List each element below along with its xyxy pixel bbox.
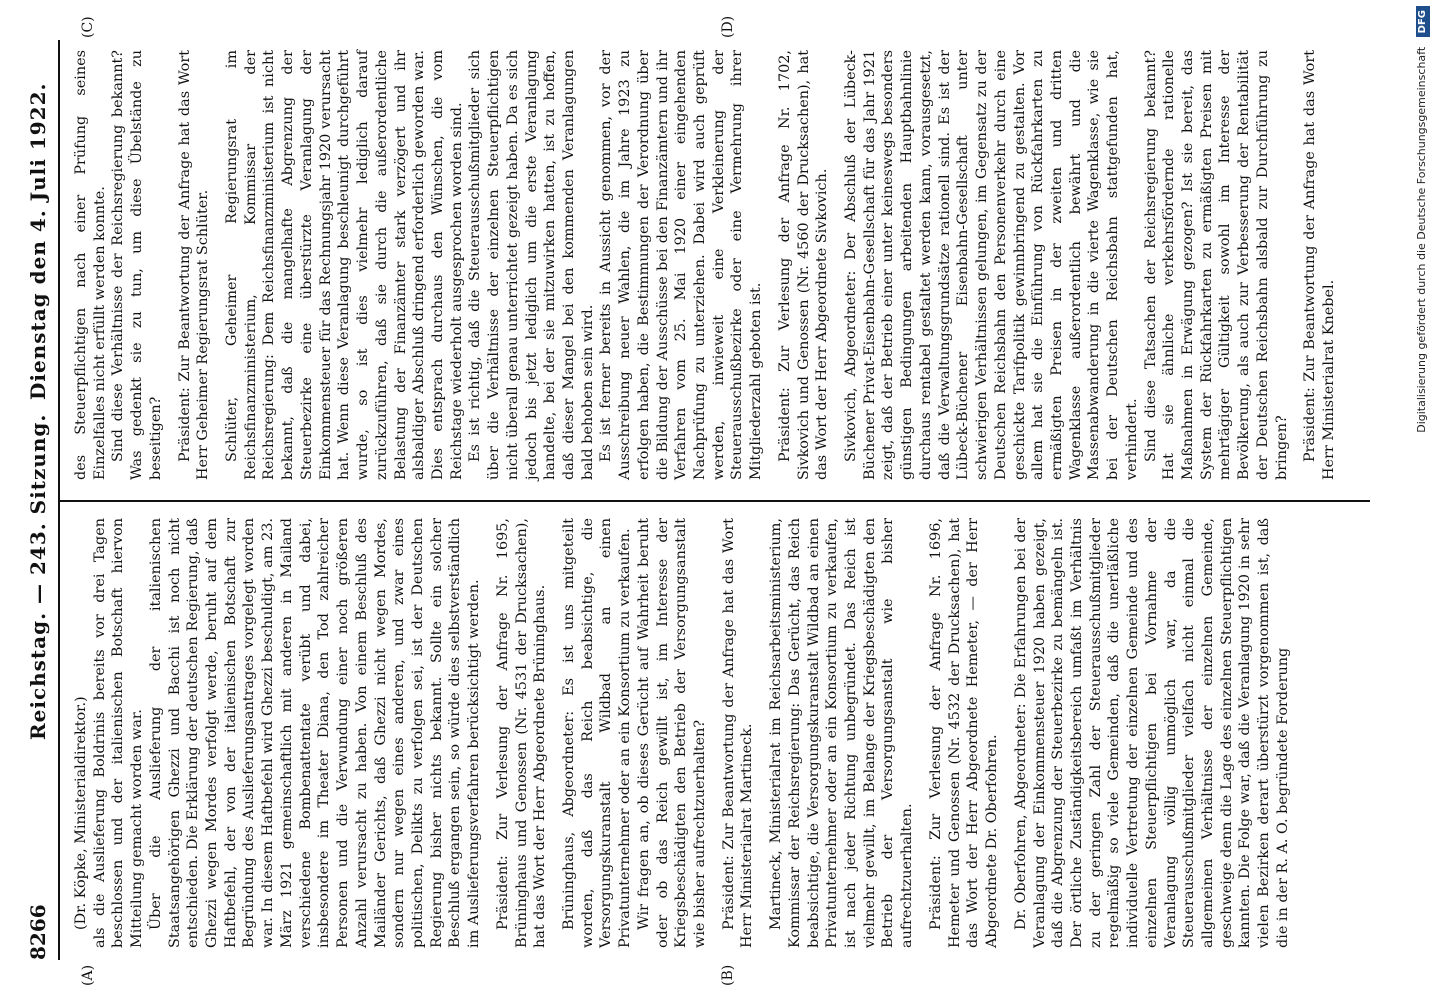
paragraph-gap	[766, 50, 776, 480]
margin-marker-c: (C)	[80, 16, 96, 38]
paragraph: des Steuerpflichtigen nach einer Prüfung seines Einzelfalles nicht erfüllt werden konnte.	[73, 50, 108, 480]
header-right-title: Dienstag den 4. Juli 1922.	[26, 82, 50, 400]
paragraph: Martineck, Ministerialrat im Reichsarbeitsministerium, Kommissar der Reichsregierung: Das Gerücht, das Reich beabsichtige, die Versorgungskuranstalt Wildbad an einen Privatunternehmer oder an ein Konsortium zu verkaufen, ist nach jeder Richtung unbegründet. Das Reich ist vielmehr gewillt, im Belange der Kriegsbeschädigten den Betrieb der Versorgungsanstalt wie bisher aufrechtzuerhalten.	[768, 518, 916, 948]
watermark-text-wrap	[1412, 6, 1432, 996]
left-text-column	[72, 518, 1293, 948]
paragraph-gap	[757, 518, 767, 948]
page-header	[24, 40, 54, 960]
paragraph-gap	[166, 50, 176, 480]
right-text-column	[72, 50, 1339, 480]
paragraph: Es ist richtig, daß die Steuerausschußmitglieder sich über die Verhältnisse der einzelnen Steuerpflichtigen nicht überall genau unterrichtet gezeigt haben. Da es sich jedoch bis jetzt lediglich um die erste Veranlagung handelte, bei der sie mitzuwirken hatten, ist zu hoffen, daß dieser Mangel bei den kommenden Veranlagungen bald behoben sein wird.	[467, 50, 596, 480]
margin-marker-b: (B)	[720, 964, 736, 986]
column-divider	[60, 500, 1370, 502]
paragraph: Schlüter, Geheimer Regierungsrat im Reichsfinanzministerium, Kommissar der Reichsregierung: Dem Reichsfinanzministerium ist nicht bekannt, daß die mangelhafte Abgrenzung der Steuerbezirke eine überstürzte Veranlagung der Einkommensteuer für das Rechnungsjahr 1920 verursacht hat. Wenn diese Veranlagung beschleunigt durchgeführt wurde, so ist dies vielmehr lediglich darauf zurückzuführen, daß sie durch die außerordentliche Belastung der Finanzämter stark verzögert und ihr alsbaldiger Abschluß dringend erforderlich geworden war. Dies entsprach durchaus den Wünschen, die vom Reichstage wiederholt ausgesprochen worden sind.	[224, 50, 465, 480]
paragraph: Sind diese Tatsachen der Reichsregierung bekannt? Hat sie ähnliche verkehrsfördernde rationelle Maßnahmen in Erwägung gezogen? Ist sie bereit, das System der Rückfahrkarten zu ermäßigten Preisen mit mehrtägiger Gültigkeit sowohl im Interesse der Bevölkerung, als auch zur Verbesserung der Rentabilität der Deutschen Reichsbahn alsbald zur Durchführung zu bringen?	[1142, 50, 1290, 480]
margin-marker-d: (D)	[720, 15, 736, 38]
watermark	[1412, 6, 1432, 996]
paragraph: Brüninghaus, Abgeordneter: Es ist uns mitgeteilt worden, daß das Reich beabsichtige, die Versorgungskuranstalt Wildbad an einen Privatunternehmer oder an ein Konsortium zu verkaufen.	[560, 518, 634, 948]
paragraph: Präsident: Zur Beantwortung der Anfrage hat das Wort Herr Geheimer Regierungsrat Schlüter.	[176, 50, 212, 480]
paragraph: Präsident: Zur Verlesung der Anfrage Nr. 1695, Brüninghaus und Genossen (Nr. 4531 der Drucksachen), hat das Wort der Herr Abgeordnete Brüninghaus.	[494, 518, 549, 948]
paragraph: Sind diese Verhältnisse der Reichsregierung bekannt? Was gedenkt sie zu tun, um diese Übelstände zu beseitigen?	[110, 50, 164, 480]
paragraph-gap	[832, 50, 842, 480]
paragraph: Präsident: Zur Verlesung der Anfrage Nr. 1702, Sivkovich und Genossen (Nr. 4560 der Drucksachen), hat das Wort der Herr Abgeordnete Sivkovich.	[776, 50, 831, 480]
paragraph: Präsident: Zur Verlesung der Anfrage Nr. 1696, Hemeter und Genossen (Nr. 4532 der Drucksachen), hat das Wort der Herr Abgeordnete Hemeter, — der Herr Abgeordnete Dr. Oberfohren.	[927, 518, 1001, 948]
dfg-logo: DFG	[1416, 6, 1430, 37]
page-number: 8266	[26, 904, 50, 960]
paragraph-gap	[484, 518, 494, 948]
paragraph-gap	[1002, 518, 1012, 948]
paragraph-gap	[1291, 50, 1301, 480]
paragraph-gap	[550, 518, 560, 948]
paragraph: Wir fragen an, ob dieses Gerücht auf Wahrheit beruht oder ob das Reich gewillt ist, im Interesse der Kriegsbeschädigten den Betrieb der Versorgungsanstalt wie bisher aufrechtzuerhalten?	[635, 518, 708, 948]
paragraph: Präsident: Zur Beantwortung der Anfrage hat das Wort Herr Ministerialrat Knebel.	[1302, 50, 1337, 480]
paragraph: Über die Auslieferung der italienischen Staatsangehörigen Ghezzi und Bacchi ist noch nicht entschieden. Die Erklärung der deutschen Regierung, daß Ghezzi wegen Mordes verfolgt werde, beruht auf dem Haftbefehl, der von der italienischen Botschaft zur Begründung des Auslieferungsantrages vorgelegt worden war. In diesem Haftbefehl wird Ghezzi beschuldigt, am 23. März 1921 gemeinschaftlich mit anderen in Mailand verschiedene Bombenattentate verübt und dabei, insbesondere im Theater Diana, den Tod zahlreicher Personen und die Verwundung einer noch größeren Anzahl verursacht zu haben. Von einem Beschluß des Mailänder Gerichts, daß Ghezzi nicht wegen Mordes, sondern nur wegen eines anderen, und zwar eines politischen, Delikts zu verfolgen sei, ist der Deutschen Regierung bisher nichts bekannt. Sollte ein solcher Beschluß ergangen sein, so würde dies selbstverständlich im Auslieferungsverfahren berücksichtigt werden.	[147, 518, 483, 948]
watermark-text: Digitalisierung gefördert durch die Deutsche Forschungsgemeinschaft	[1415, 46, 1428, 433]
paragraph-gap	[710, 518, 720, 948]
paragraph-gap	[213, 50, 223, 480]
margin-marker-a: (A)	[80, 964, 96, 986]
header-left-title: Reichstag. — 243. Sitzung.	[26, 413, 50, 740]
paragraph: Präsident: Zur Beantwortung der Anfrage hat das Wort Herr Ministerialrat Martineck.	[720, 518, 756, 948]
paragraph-gap	[917, 518, 927, 948]
paragraph: als die Auslieferung Boldrinis bereits vor drei Tagen beschlossen und der italienischen Botschaft hiervon Mitteilung gemacht worden war.	[91, 518, 146, 948]
paragraph: Es ist ferner bereits in Aussicht genommen, vor der Ausschreibung neuer Wahlen, die im Jahre 1923 zu erfolgen haben, die Bestimmungen der Verordnung über die Bildung der Ausschüsse bei den Finanzämtern und ihr Verfahren vom 25. Mai 1920 einer eingehenden Nachprüfung zu unterziehen. Dabei wird auch geprüft werden, inwieweit eine Verkleinerung der Steuerausschußbezirke oder eine Vermehrung ihrer Mitgliederzahl geboten ist.	[598, 50, 765, 480]
paragraph: (Dr. Köpke, Ministerialdirektor.)	[73, 696, 89, 930]
paragraph: Sivkovich, Abgeordneter: Der Abschluß der Lübeck-Büchener Privat-Eisenbahn-Gesellschaft für das Jahr 1921 zeigt, daß der Betrieb einer unter keineswegs besonders günstigen Bedingungen arbeitenden Hauptbahnlinie durchaus rentabel gestaltet werden kann, vorausgesetzt, daß die Verwaltungsgrundsätze rationell sind. Es ist der Lübeck-Büchener Eisenbahn-Gesellschaft unter schwierigen Verhältnissen gelungen, im Gegensatz zu der Deutschen Reichsbahn den Personenverkehr durch eine geschickte Tarifpolitik gewinnbringend zu gestalten. Vor allem hat sie die Einführung von Rückfahrkarten zu ermäßigten Preisen in der zweiten und dritten Wagenklasse außerordentlich bewährt und die Massenabwanderung in die vierte Wagenklasse, wie sie bei der Deutschen Reichsbahn stattgefunden hat, verhindert.	[843, 50, 1140, 480]
paragraph: Dr. Oberfohren, Abgeordneter: Die Erfahrungen bei der Veranlagung der Einkommensteuer 1920 haben gezeigt, daß die Abgrenzung der Steuerbezirke zu bemängeln ist. Der örtliche Zuständigkeitsbereich umfaßt im Verhältnis zu der geringen Zahl der Steuerausschußmitglieder regelmäßig so viele Gemeinden, daß die unerläßliche individuelle Vertretung der einzelnen Gemeinde und des einzelnen Steuerpflichtigen bei Vornahme der Veranlagung völlig unmöglich war, da die Steuerausschußmitglieder vielfach nicht einmal die allgemeinen Verhältnisse der einzelnen Gemeinde, geschweige denn die Lage des einzelnen Steuerpflichtigen kannten. Die Folge war, daß die Veranlagung 1920 in sehr vielen Bezirken derart überstürzt vorgenommen ist, daß die in der R. A. O. begründete Forderung	[1012, 518, 1291, 948]
